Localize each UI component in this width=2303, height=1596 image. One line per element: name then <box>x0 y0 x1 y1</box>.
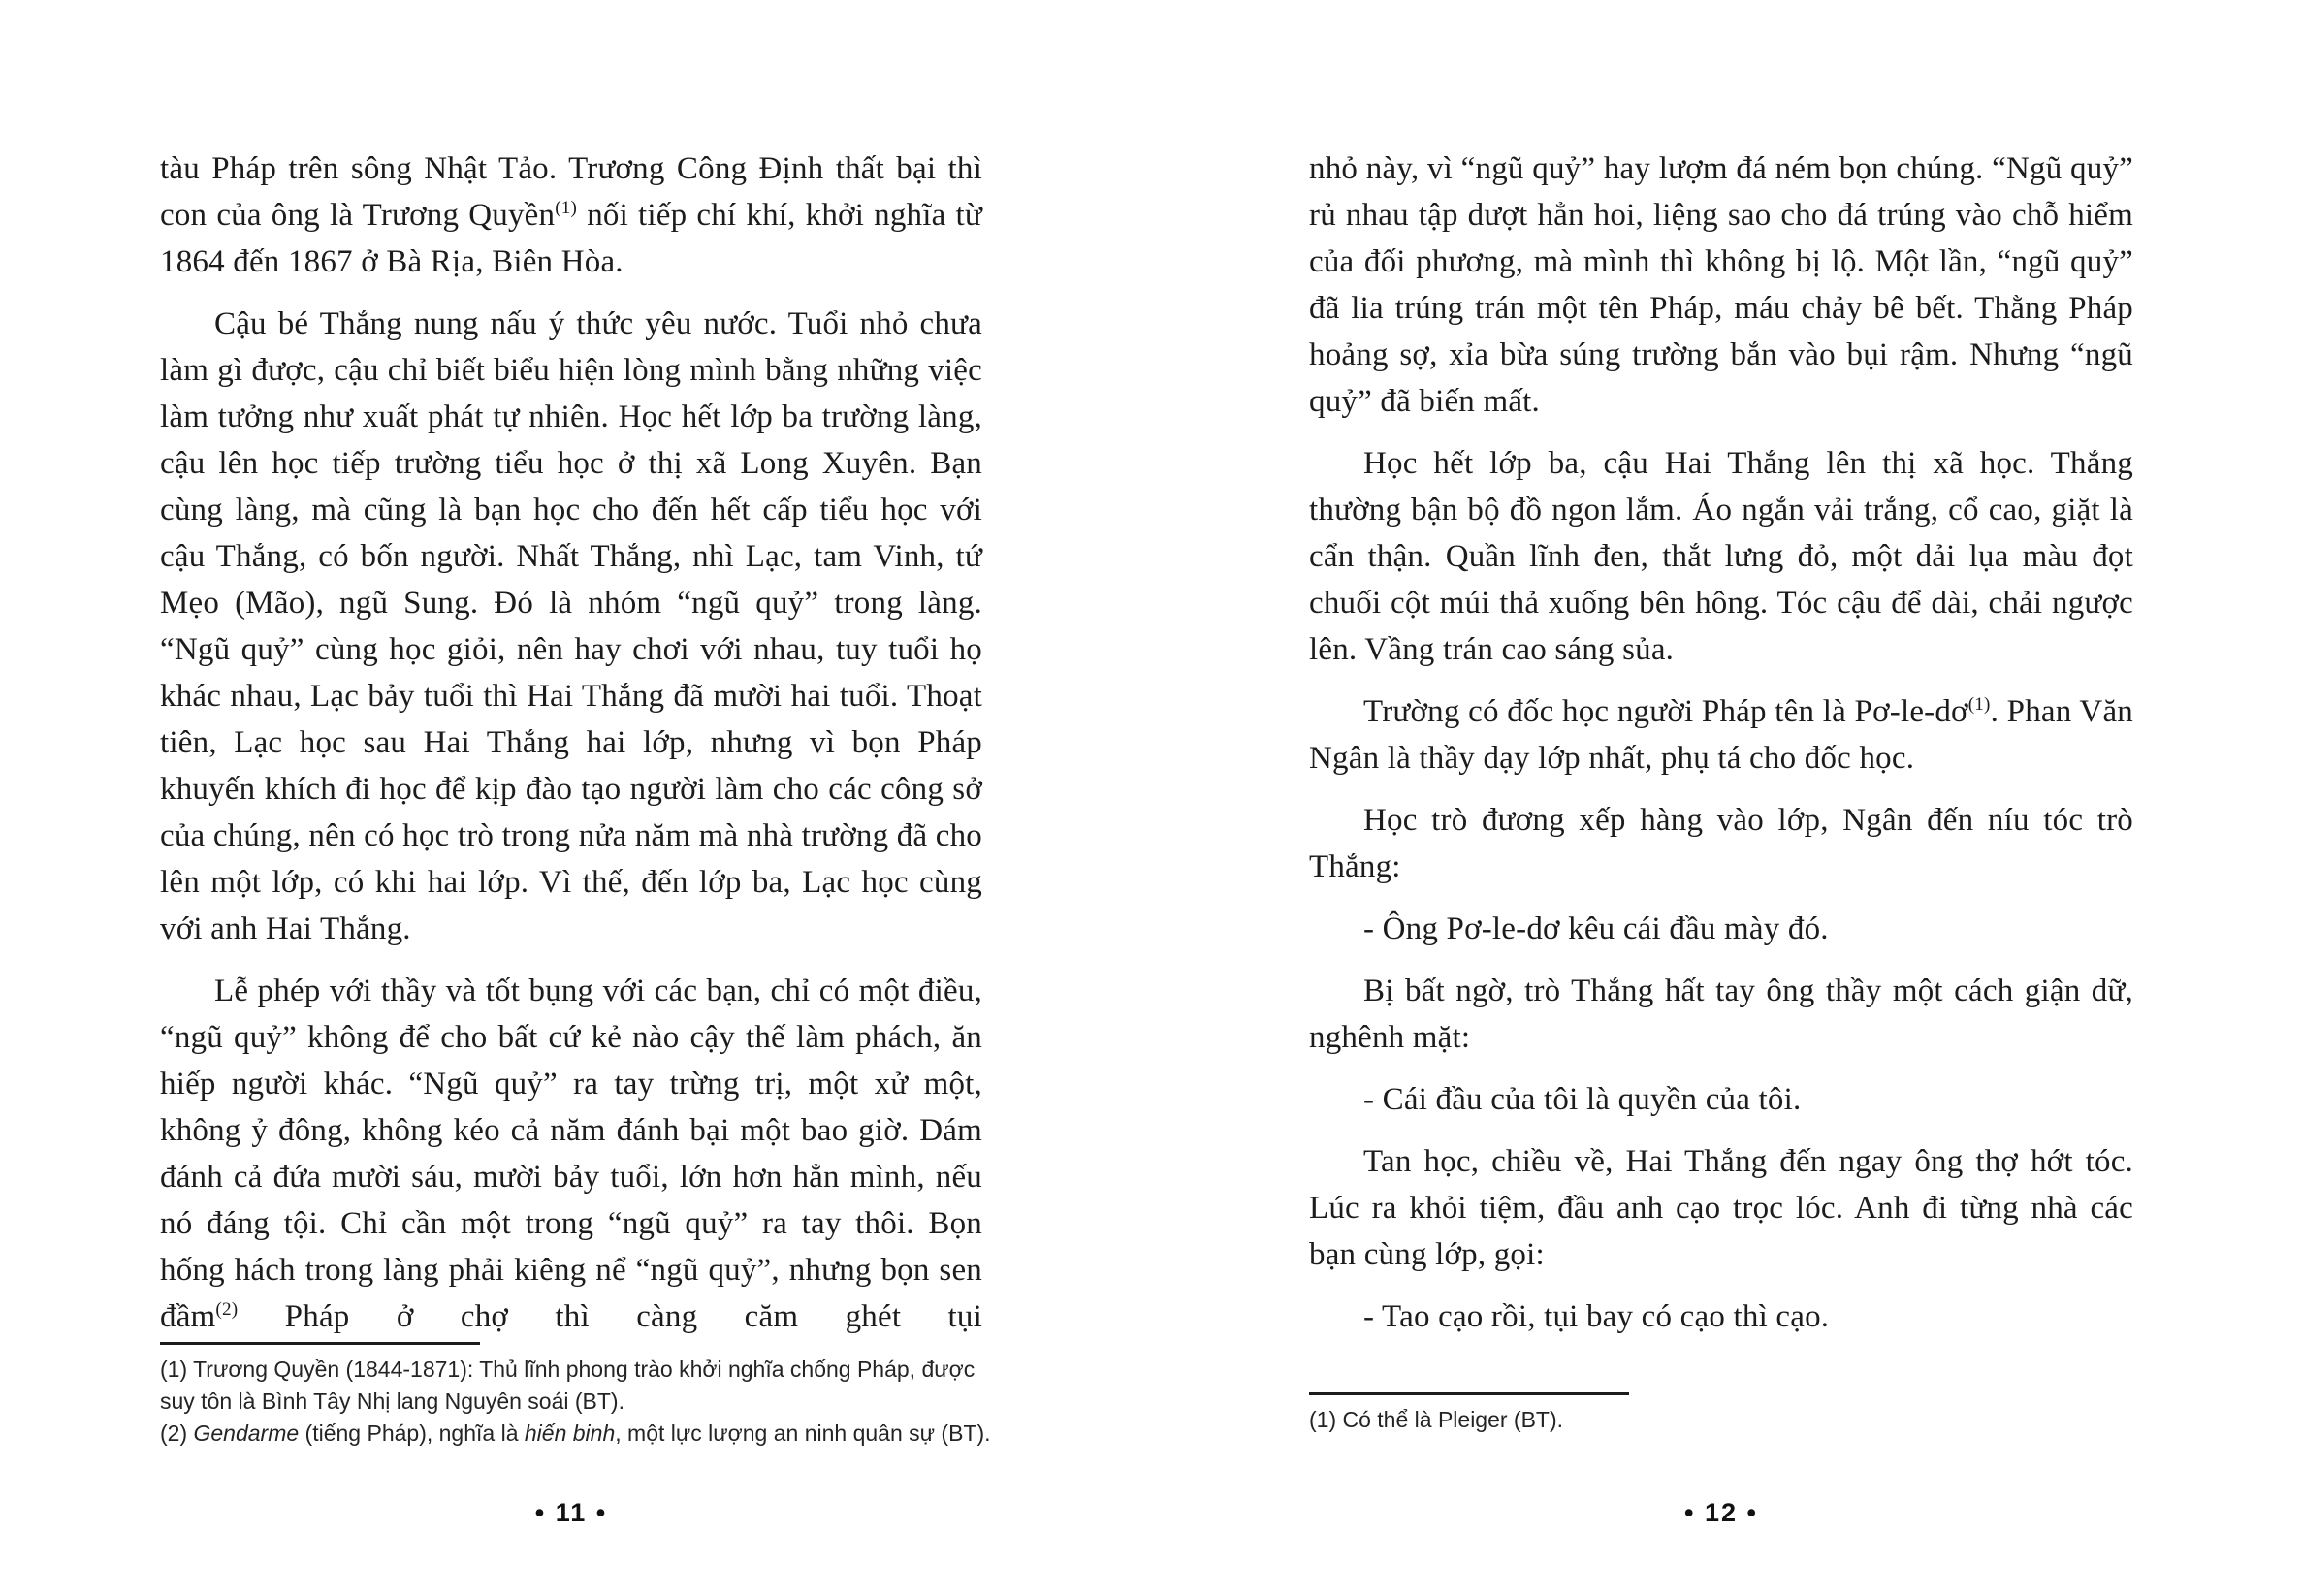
footnote-marker: (1) <box>555 198 578 218</box>
text-run: hiến binh <box>524 1420 616 1446</box>
paragraph <box>160 145 982 285</box>
paragraph <box>1309 1293 2133 1340</box>
text-run: Lễ phép với thầy và tốt bụng với các bạn, chỉ có một điều, “ngũ quỷ” không để cho bất cứ kẻ nào cậy thế làm phách, ăn hiếp người khác. “Ngũ quỷ” ra tay trừng trị, một xử một, không ỷ đông, không kéo cả năm đánh bại một bao giờ. Dám đánh cả đứa mười sáu, mười bảy tuổi, lớn hơn hẳn mình, nếu nó đáng tội. Chỉ cần một trong “ngũ quỷ” ra tay thôi. Bọn hống hách trong làng phải kiêng nể “ngũ quỷ”, nhưng bọn sen đầm <box>160 974 982 1334</box>
text-run: (tiếng Pháp), nghĩa là <box>299 1420 525 1446</box>
footnote-separator <box>160 1342 480 1345</box>
text-run: Học hết lớp ba, cậu Hai Thắng lên thị xã học. Thắng thường bận bộ đồ ngon lắm. Áo ngắn vải trắng, cổ cao, giặt là cẩn thận. Quần lĩnh đen, thắt lưng đỏ, một dải lụa màu đọt chuối cột múi thả xuống bên hông. Tóc cậu để dài, chải ngược lên. Vầng trán cao sáng sủa. <box>1309 446 2133 667</box>
paragraph <box>1309 906 2133 952</box>
text-run: , một lực lượng an ninh quân sự (BT). <box>615 1420 991 1446</box>
text-run: (1) Trương Quyền (1844-1871): Thủ lĩnh phong trào khởi nghĩa chống Pháp, được suy tôn là Bình Tây Nhị lang Nguyên soái (BT). <box>160 1357 976 1414</box>
paragraph <box>1309 797 2133 890</box>
text-run: Cậu bé Thắng nung nấu ý thức yêu nước. Tuổi nhỏ chưa làm gì được, cậu chỉ biết biểu hiện lòng mình bằng những việc làm tưởng như xuất phát tự nhiên. Học hết lớp ba trường làng, cậu lên học tiếp trường tiểu học ở thị xã Long Xuyên. Bạn cùng làng, mà cũng là bạn học cho đến hết cấp tiểu học với cậu Thắng, có bốn người. Nhất Thắng, nhì Lạc, tam Vinh, tứ Mẹo (Mão), ngũ Sung. Đó là nhóm “ngũ quỷ” trong làng. “Ngũ quỷ” cùng học giỏi, nên hay chơi với nhau, tuy tuổi họ khác nhau, Lạc bảy tuổi thì Hai Thắng đã mười hai tuổi. Thoạt tiên, Lạc học sau Hai Thắng hai lớp, nhưng vì bọn Pháp khuyến khích đi học để kịp đào tạo người làm cho các công sở của chúng, nên có học trò trong nửa năm mà nhà trường đã cho lên một lớp, có khi hai lớp. Vì thế, đến lớp ba, Lạc học cùng với anh Hai Thắng. <box>160 306 982 946</box>
paragraph <box>160 968 982 1340</box>
text-run: Pháp ở chợ thì càng căm ghét tụi <box>238 1299 982 1334</box>
text-run: Học trò đương xếp hàng vào lớp, Ngân đến níu tóc trò Thắng: <box>1309 803 2133 884</box>
paragraph <box>1309 440 2133 673</box>
footnote-marker: (1) <box>1967 694 1991 715</box>
text-run: Gendarme <box>193 1420 300 1446</box>
text-run: - Tao cạo rồi, tụi bay có cạo thì cạo. <box>1363 1299 1830 1334</box>
text-run: . Phan Văn Ngân là thầy dạy lớp nhất, phụ tá cho đốc học. <box>1309 694 2133 776</box>
text-run: - Ông Pơ-le-dơ kêu cái đầu mày đó. <box>1363 911 1829 946</box>
text-run: (2) <box>160 1420 194 1446</box>
page-11-body <box>160 145 982 1356</box>
text-run: Bị bất ngờ, trò Thắng hất tay ông thầy một cách giận dữ, nghênh mặt: <box>1309 974 2133 1055</box>
text-run: Trường có đốc học người Pháp tên là Pơ-le-dơ <box>1363 694 1968 729</box>
paragraph <box>1309 968 2133 1061</box>
page-number-12: • 12 • <box>1684 1498 1758 1527</box>
page-11-footnotes <box>160 1342 1004 1450</box>
footnote <box>160 1354 1004 1418</box>
paragraph <box>1309 145 2133 425</box>
text-run: tàu Pháp trên sông Nhật Tảo. Trương Công Định thất bại thì con của ông là Trương Quyền <box>160 151 982 233</box>
text-run: Tan học, chiều về, Hai Thắng đến ngay ông thợ hớt tóc. Lúc ra khỏi tiệm, đầu anh cạo trọc lóc. Anh đi từng nhà các bạn cùng lớp, gọi: <box>1309 1144 2133 1272</box>
page-number-11: • 11 • <box>534 1498 608 1527</box>
text-run: nối tiếp chí khí, khởi nghĩa từ 1864 đến 1867 ở Bà Rịa, Biên Hòa. <box>160 198 982 279</box>
paragraph <box>1309 1138 2133 1278</box>
paragraph <box>1309 1076 2133 1123</box>
footnote-list <box>1309 1404 2153 1436</box>
footnote-list <box>160 1354 1004 1450</box>
footnote <box>1309 1404 2153 1436</box>
page-12-footnotes <box>1309 1392 2153 1436</box>
footnote-separator <box>1309 1392 1629 1395</box>
footnote-marker: (2) <box>215 1299 239 1320</box>
text-run: (1) Có thể là Pleiger (BT). <box>1309 1407 1564 1432</box>
text-run: nhỏ này, vì “ngũ quỷ” hay lượm đá ném bọn chúng. “Ngũ quỷ” rủ nhau tập dượt hẳn hoi, liệng sao cho đá trúng vào chỗ hiểm của đối phương, mà mình thì không bị lộ. Một lần, “ngũ quỷ” đã lia trúng trán một tên Pháp, máu chảy bê bết. Thằng Pháp hoảng sợ, xỉa bừa súng trường bắn vào bụi rậm. Nhưng “ngũ quỷ” đã biến mất. <box>1309 151 2133 419</box>
paragraph <box>1309 688 2133 782</box>
page-12-body <box>1309 145 2133 1356</box>
footnote <box>160 1418 1004 1450</box>
text-run: - Cái đầu của tôi là quyền của tôi. <box>1363 1082 1802 1117</box>
paragraph <box>160 301 982 952</box>
